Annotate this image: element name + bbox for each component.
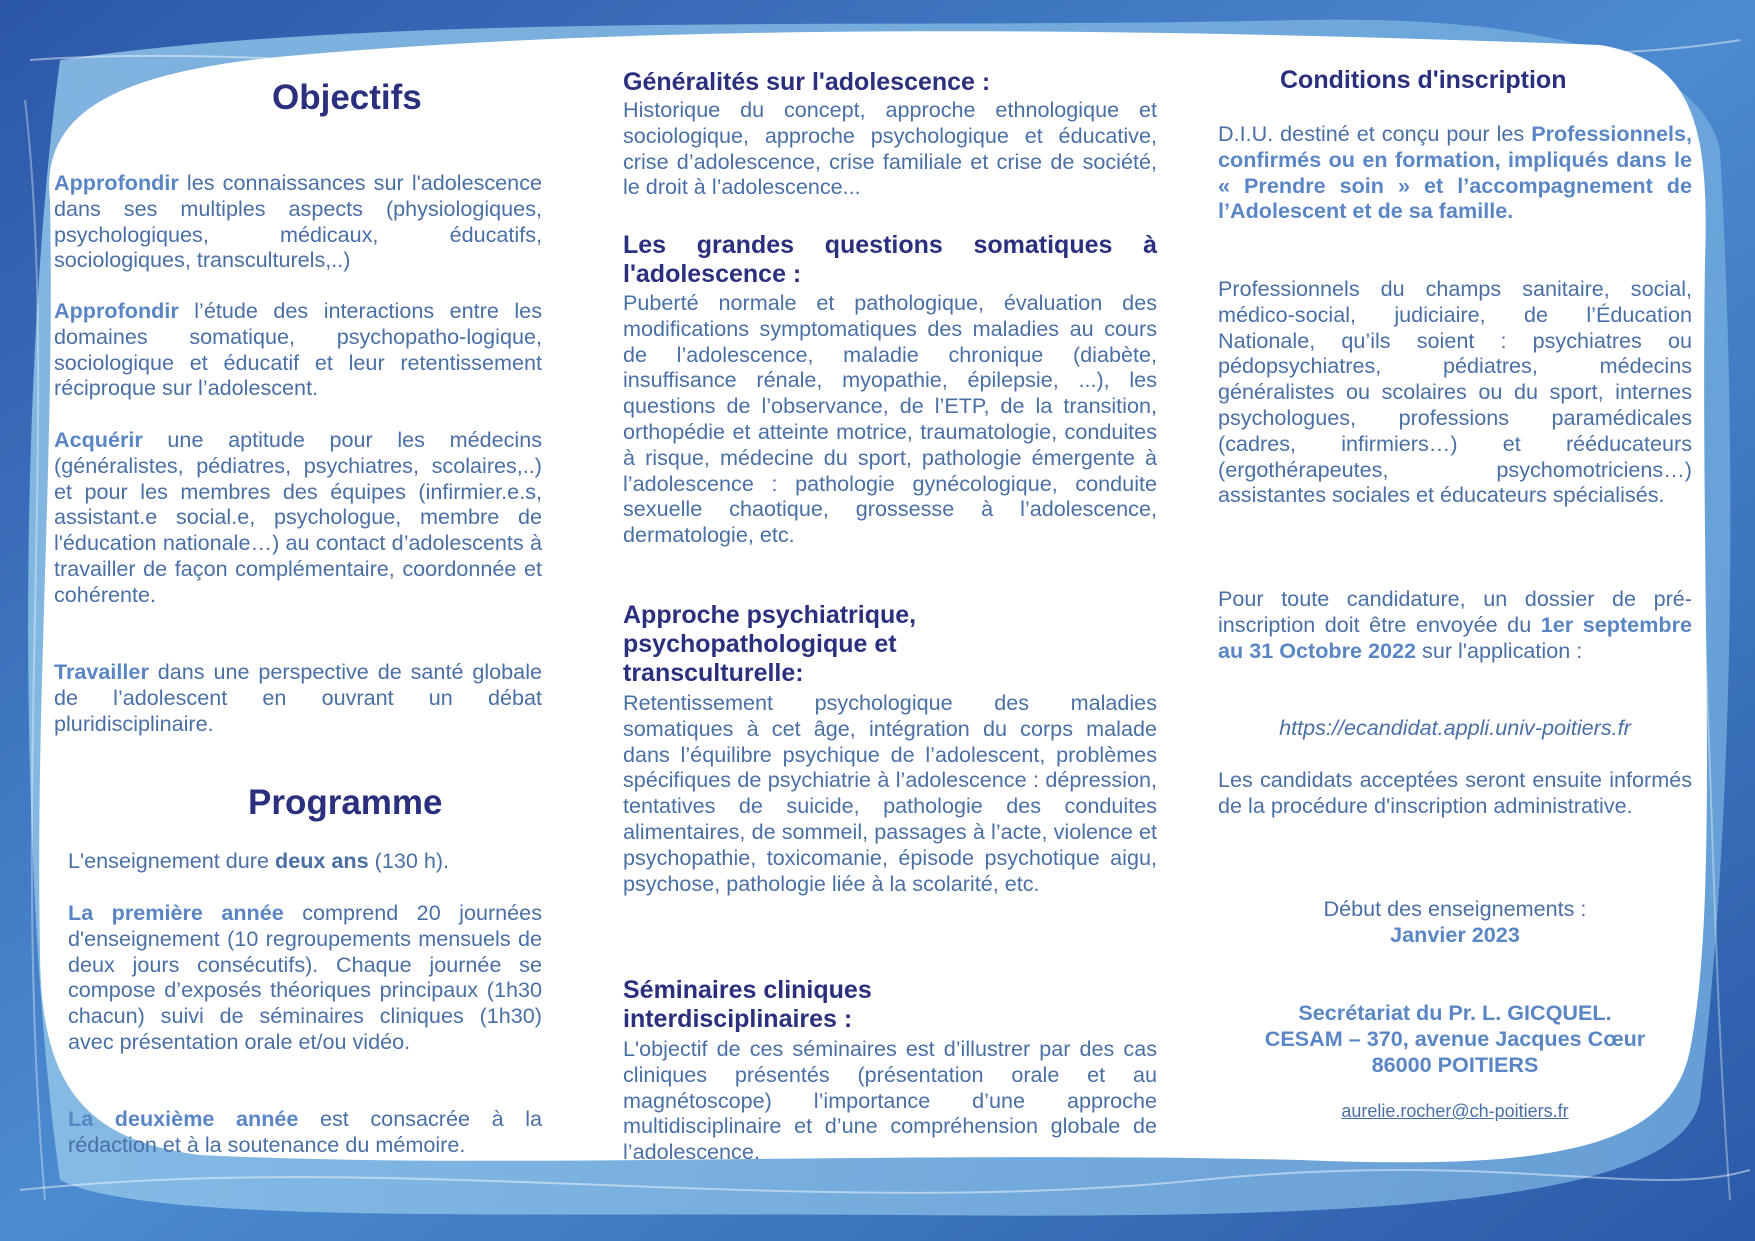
secretariat-city: 86000 POITIERS bbox=[1371, 1052, 1539, 1077]
programme-duration-hours: (130 h). bbox=[368, 848, 450, 873]
secretariat-address: CESAM – 370, avenue Jacques Cœur bbox=[1264, 1026, 1646, 1051]
objectif-lead: Approfondir bbox=[54, 170, 179, 195]
section-text: Puberté normale et pathologique, évaluation des modifications symptomatiques des maladies au cours de l’adolescence, maladie chronique (diabète, insuffisance rénale, myopathie, épilepsie, ...), les questions de l’observance, de l’ETP, de la transition, orthopédie et atteinte motrice, traumatologie, conduites à risque, médecine du sport, pathologie émergente à l’adolescence : pathologie gynécologique, conduite sexuelle chaotique, grossesse à l’adolescence, dermatologie, etc. bbox=[623, 290, 1157, 548]
objectif-text: les connaissances sur l'adolescence dans ses multiples aspects (physiologiques, psychologiques, médicaux, éducatifs, sociologiques, transculturels,..) bbox=[54, 170, 542, 273]
objectif-item bbox=[54, 170, 542, 273]
objectif-lead: Travailler bbox=[54, 659, 149, 684]
programme-year-one bbox=[68, 900, 542, 1055]
start-date-label: Début des enseignements : bbox=[1323, 896, 1587, 921]
section-title: Séminaires cliniques interdisciplinaires : bbox=[623, 976, 872, 1033]
contact-email-link[interactable]: aurelie.rocher@ch-poitiers.fr bbox=[1341, 1101, 1569, 1121]
conditions-title: Conditions d'inscription bbox=[1280, 66, 1567, 94]
objectif-text: une aptitude pour les médecins (généralistes, pédiatres, psychiatres, scolaires,..) et pour les membres des équipes (infirmier.e.s, assistant.e social.e, psychologue, membre de l'éducation nationale…) au contact d’adolescents à travailler de façon complémentaire, coordonnée et cohérente. bbox=[54, 427, 542, 607]
objectif-text: l’étude des interactions entre les domaines somatique, psychopatho-logique, sociologique et éducatif et leur retentissement réciproque sur l’adolescent. bbox=[54, 298, 542, 401]
programme-year-two-text: est consacrée à la rédaction et à la soutenance du mémoire. bbox=[68, 1106, 542, 1157]
conditions-professionals: Professionnels du champs sanitaire, social, médico-social, judiciaire, de l’Éducation Nationale, qu’ils soient : psychiatres ou pédopsychiatres, pédiatres, médecins généralistes ou scolaires ou du sport, internes psychologues, professions paramédicales (cadres, infirmiers…) et rééducateurs (ergothérapeutes, psychomotriciens…) assistantes sociales et éducateurs spécialisés. bbox=[1218, 276, 1692, 508]
conditions-audience bbox=[1218, 121, 1692, 224]
objectif-item bbox=[54, 298, 542, 401]
secretariat-name: Secrétariat du Pr. L. GICQUEL. bbox=[1298, 1000, 1612, 1025]
objectif-lead: Approfondir bbox=[54, 298, 179, 323]
programme-year-two-lead: La deuxième année bbox=[68, 1106, 299, 1131]
section-title: Approche psychiatrique, psychopathologique et transculturelle: bbox=[623, 601, 917, 687]
conditions-notification: Les candidats acceptées seront ensuite informés de la procédure d'inscription administrative. bbox=[1218, 767, 1692, 818]
programme-year-two bbox=[68, 1106, 542, 1158]
section-text: Retentissement psychologique des maladies somatiques à cet âge, intégration du corps malade dans l’équilibre psychique de l’adolescent, problèmes spécifiques de psychiatrie à l’adolescence : dépression, tentatives de suicide, pathologie des conduites alimentaires, de sommeil, passages à l’acte, violence et psychopathie, toxicomanie, épisode psychotique aigu, psychose, pathologie liée à la scolarité, etc. bbox=[623, 690, 1157, 896]
programme-duration bbox=[68, 848, 542, 874]
objectif-item bbox=[54, 659, 542, 736]
conditions-candidature-app: sur l'application : bbox=[1416, 637, 1583, 663]
objectif-lead: Acquérir bbox=[54, 427, 143, 452]
conditions-audience-bold: Professionnels, confirmés ou en formation, impliqués dans le « Prendre soin » et l’accompagnement de l’Adolescent et de sa famille. bbox=[1218, 121, 1692, 224]
conditions-candidature-dates: 1er septembre au 31 Octobre 2022 bbox=[1218, 611, 1692, 663]
programme-year-one-text: comprend 20 journées d'enseignement (10 regroupements mensuels de deux jours consécutifs). Chaque journée se compose d’exposés théoriques principaux (1h30 chacun) suivi de séminaires cliniques (1h30) avec présentation orale et/ou vidéo. bbox=[68, 900, 542, 1054]
programme-duration-bold: deux ans bbox=[275, 848, 369, 873]
section-title: Les grandes questions somatiques à l'adolescence : bbox=[623, 231, 1157, 288]
ecandidat-link[interactable]: https://ecandidat.appli.univ-poitiers.fr bbox=[1279, 715, 1631, 740]
programme-year-one-lead: La première année bbox=[68, 900, 284, 925]
programme-duration-text: L'enseignement dure bbox=[68, 848, 276, 873]
section-title: Généralités sur l'adolescence : bbox=[623, 68, 991, 96]
objectif-item bbox=[54, 427, 542, 608]
objectif-text: dans une perspective de santé globale de l’adolescent en ouvrant un débat pluridisciplinaire. bbox=[54, 659, 542, 736]
section-text: Historique du concept, approche ethnologique et sociologique, approche psychologique et éducative, crise d’adolescence, crise familiale et crise de société, le droit à l’adolescence... bbox=[623, 97, 1157, 200]
conditions-audience-text: D.I.U. destiné et conçu pour les bbox=[1218, 121, 1532, 146]
objectifs-title: Objectifs bbox=[272, 78, 422, 117]
conditions-candidature-text: Pour toute candidature, un dossier de pré-inscription doit être envoyée du bbox=[1218, 586, 1692, 637]
section-text: L'objectif de ces séminaires est d’illustrer par des cas cliniques présentés (présentation orale et au magnétoscope) l’importance d’une approche multidisciplinaire et d’une compréhension globale de l’adolescence. bbox=[623, 1036, 1157, 1165]
programme-title: Programme bbox=[248, 783, 443, 822]
contact-email-row bbox=[1218, 1097, 1692, 1125]
conditions-candidature bbox=[1218, 586, 1692, 663]
start-date: Janvier 2023 bbox=[1390, 922, 1520, 947]
